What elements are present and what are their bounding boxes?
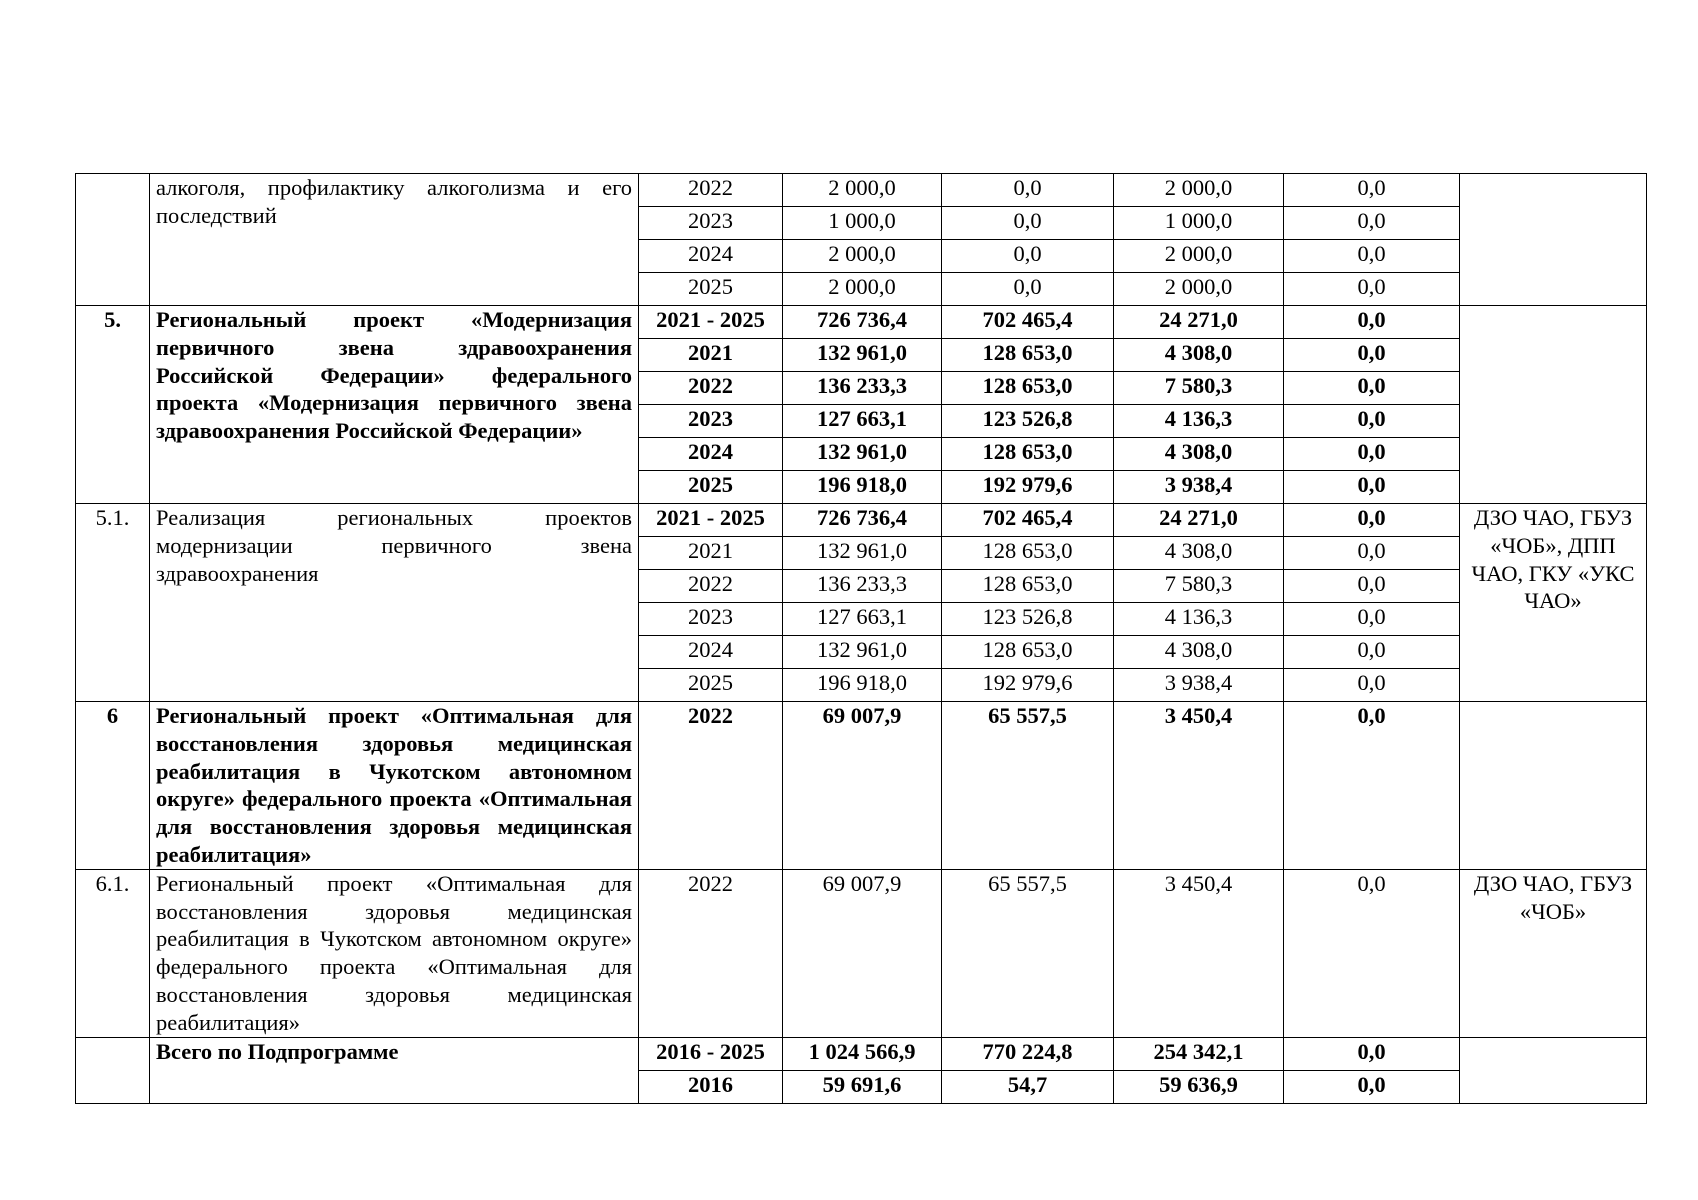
federal-budget-cell: 128 653,0 — [942, 372, 1114, 405]
year-cell: 2025 — [639, 471, 783, 504]
year-cell: 2023 — [639, 207, 783, 240]
table-row — [76, 306, 1647, 339]
regional-budget-cell: 59 636,9 — [1114, 1070, 1284, 1103]
regional-budget-cell: 3 450,4 — [1114, 702, 1284, 870]
year-cell: 2023 — [639, 405, 783, 438]
regional-budget-cell: 24 271,0 — [1114, 306, 1284, 339]
regional-budget-cell: 4 308,0 — [1114, 537, 1284, 570]
federal-budget-cell: 192 979,6 — [942, 471, 1114, 504]
other-sources-cell: 0,0 — [1284, 603, 1460, 636]
year-cell: 2025 — [639, 273, 783, 306]
total-cell: 2 000,0 — [783, 240, 942, 273]
regional-budget-cell: 2 000,0 — [1114, 273, 1284, 306]
responsible-executor — [1460, 1037, 1647, 1103]
total-cell: 726 736,4 — [783, 306, 942, 339]
responsible-executor: ДЗО ЧАО, ГБУЗ «ЧОБ» — [1460, 869, 1647, 1037]
activity-name: Региональный проект «Оптимальная для восстановления здоровья медицинская реабилитация в Чукотском автономном округе» федерального проекта «Оптимальная для восстановления здоровья медицинская реабилитация» — [150, 869, 639, 1037]
other-sources-cell: 0,0 — [1284, 339, 1460, 372]
federal-budget-cell: 65 557,5 — [942, 702, 1114, 870]
federal-budget-cell: 128 653,0 — [942, 339, 1114, 372]
federal-budget-cell: 123 526,8 — [942, 405, 1114, 438]
regional-budget-cell: 7 580,3 — [1114, 372, 1284, 405]
activity-name: алкоголя, профилактику алкоголизма и его последствий — [150, 174, 639, 306]
other-sources-cell: 0,0 — [1284, 537, 1460, 570]
regional-budget-cell: 3 938,4 — [1114, 669, 1284, 702]
total-cell: 127 663,1 — [783, 603, 942, 636]
row-number: 5. — [76, 306, 150, 504]
responsible-executor — [1460, 702, 1647, 870]
total-cell: 1 024 566,9 — [783, 1037, 942, 1070]
year-cell: 2024 — [639, 438, 783, 471]
year-cell: 2023 — [639, 603, 783, 636]
year-cell: 2025 — [639, 669, 783, 702]
other-sources-cell: 0,0 — [1284, 1070, 1460, 1103]
year-cell: 2021 - 2025 — [639, 504, 783, 537]
regional-budget-cell: 4 308,0 — [1114, 636, 1284, 669]
table-row — [76, 1037, 1647, 1070]
regional-budget-cell: 254 342,1 — [1114, 1037, 1284, 1070]
federal-budget-cell: 0,0 — [942, 240, 1114, 273]
total-cell: 196 918,0 — [783, 669, 942, 702]
federal-budget-cell: 0,0 — [942, 174, 1114, 207]
other-sources-cell: 0,0 — [1284, 372, 1460, 405]
other-sources-cell: 0,0 — [1284, 273, 1460, 306]
other-sources-cell: 0,0 — [1284, 240, 1460, 273]
other-sources-cell: 0,0 — [1284, 636, 1460, 669]
year-cell: 2021 — [639, 339, 783, 372]
regional-budget-cell: 4 136,3 — [1114, 405, 1284, 438]
year-cell: 2016 - 2025 — [639, 1037, 783, 1070]
year-cell: 2021 - 2025 — [639, 306, 783, 339]
year-cell: 2022 — [639, 570, 783, 603]
year-cell: 2024 — [639, 240, 783, 273]
total-cell: 136 233,3 — [783, 570, 942, 603]
federal-budget-cell: 702 465,4 — [942, 504, 1114, 537]
total-cell: 69 007,9 — [783, 702, 942, 870]
other-sources-cell: 0,0 — [1284, 669, 1460, 702]
budget-table — [75, 173, 1647, 1104]
year-cell: 2022 — [639, 372, 783, 405]
federal-budget-cell: 123 526,8 — [942, 603, 1114, 636]
federal-budget-cell: 128 653,0 — [942, 438, 1114, 471]
other-sources-cell: 0,0 — [1284, 504, 1460, 537]
table-row — [76, 702, 1647, 870]
year-cell: 2016 — [639, 1070, 783, 1103]
federal-budget-cell: 128 653,0 — [942, 570, 1114, 603]
regional-budget-cell: 2 000,0 — [1114, 174, 1284, 207]
activity-name: Региональный проект «Модернизация первичного звена здравоохранения Российской Федерации» федерального проекта «Модернизация первичного звена здравоохранения Российской Федерации» — [150, 306, 639, 504]
table-row — [76, 174, 1647, 207]
responsible-executor — [1460, 306, 1647, 504]
total-cell: 59 691,6 — [783, 1070, 942, 1103]
row-number — [76, 174, 150, 306]
regional-budget-cell: 7 580,3 — [1114, 570, 1284, 603]
row-number: 6.1. — [76, 869, 150, 1037]
federal-budget-cell: 0,0 — [942, 273, 1114, 306]
year-cell: 2024 — [639, 636, 783, 669]
activity-name: Реализация региональных проектов модернизации первичного звена здравоохранения — [150, 504, 639, 702]
other-sources-cell: 0,0 — [1284, 174, 1460, 207]
responsible-executor — [1460, 174, 1647, 306]
other-sources-cell: 0,0 — [1284, 405, 1460, 438]
table-row — [76, 504, 1647, 537]
total-cell: 2 000,0 — [783, 174, 942, 207]
other-sources-cell: 0,0 — [1284, 471, 1460, 504]
activity-name: Региональный проект «Оптимальная для восстановления здоровья медицинская реабилитация в Чукотском автономном округе» федерального проекта «Оптимальная для восстановления здоровья медицинская реабилитация» — [150, 702, 639, 870]
other-sources-cell: 0,0 — [1284, 570, 1460, 603]
total-cell: 132 961,0 — [783, 438, 942, 471]
year-cell: 2021 — [639, 537, 783, 570]
regional-budget-cell: 4 136,3 — [1114, 603, 1284, 636]
other-sources-cell: 0,0 — [1284, 869, 1460, 1037]
other-sources-cell: 0,0 — [1284, 1037, 1460, 1070]
regional-budget-cell: 4 308,0 — [1114, 438, 1284, 471]
table-body — [76, 174, 1647, 1104]
total-cell: 127 663,1 — [783, 405, 942, 438]
federal-budget-cell: 192 979,6 — [942, 669, 1114, 702]
total-cell: 132 961,0 — [783, 537, 942, 570]
year-cell: 2022 — [639, 869, 783, 1037]
year-cell: 2022 — [639, 174, 783, 207]
activity-name: Всего по Подпрограмме — [150, 1037, 639, 1103]
total-cell: 196 918,0 — [783, 471, 942, 504]
total-cell: 1 000,0 — [783, 207, 942, 240]
total-cell: 132 961,0 — [783, 636, 942, 669]
federal-budget-cell: 128 653,0 — [942, 636, 1114, 669]
total-cell: 2 000,0 — [783, 273, 942, 306]
year-cell: 2022 — [639, 702, 783, 870]
total-cell: 132 961,0 — [783, 339, 942, 372]
federal-budget-cell: 702 465,4 — [942, 306, 1114, 339]
federal-budget-cell: 128 653,0 — [942, 537, 1114, 570]
federal-budget-cell: 54,7 — [942, 1070, 1114, 1103]
regional-budget-cell: 3 450,4 — [1114, 869, 1284, 1037]
responsible-executor: ДЗО ЧАО, ГБУЗ «ЧОБ», ДПП ЧАО, ГКУ «УКС ЧАО» — [1460, 504, 1647, 702]
federal-budget-cell: 65 557,5 — [942, 869, 1114, 1037]
total-cell: 69 007,9 — [783, 869, 942, 1037]
other-sources-cell: 0,0 — [1284, 702, 1460, 870]
row-number: 5.1. — [76, 504, 150, 702]
total-cell: 136 233,3 — [783, 372, 942, 405]
other-sources-cell: 0,0 — [1284, 207, 1460, 240]
federal-budget-cell: 0,0 — [942, 207, 1114, 240]
regional-budget-cell: 2 000,0 — [1114, 240, 1284, 273]
table-row — [76, 869, 1647, 1037]
other-sources-cell: 0,0 — [1284, 306, 1460, 339]
regional-budget-cell: 24 271,0 — [1114, 504, 1284, 537]
other-sources-cell: 0,0 — [1284, 438, 1460, 471]
row-number: 6 — [76, 702, 150, 870]
regional-budget-cell: 4 308,0 — [1114, 339, 1284, 372]
regional-budget-cell: 3 938,4 — [1114, 471, 1284, 504]
federal-budget-cell: 770 224,8 — [942, 1037, 1114, 1070]
regional-budget-cell: 1 000,0 — [1114, 207, 1284, 240]
row-number — [76, 1037, 150, 1103]
total-cell: 726 736,4 — [783, 504, 942, 537]
